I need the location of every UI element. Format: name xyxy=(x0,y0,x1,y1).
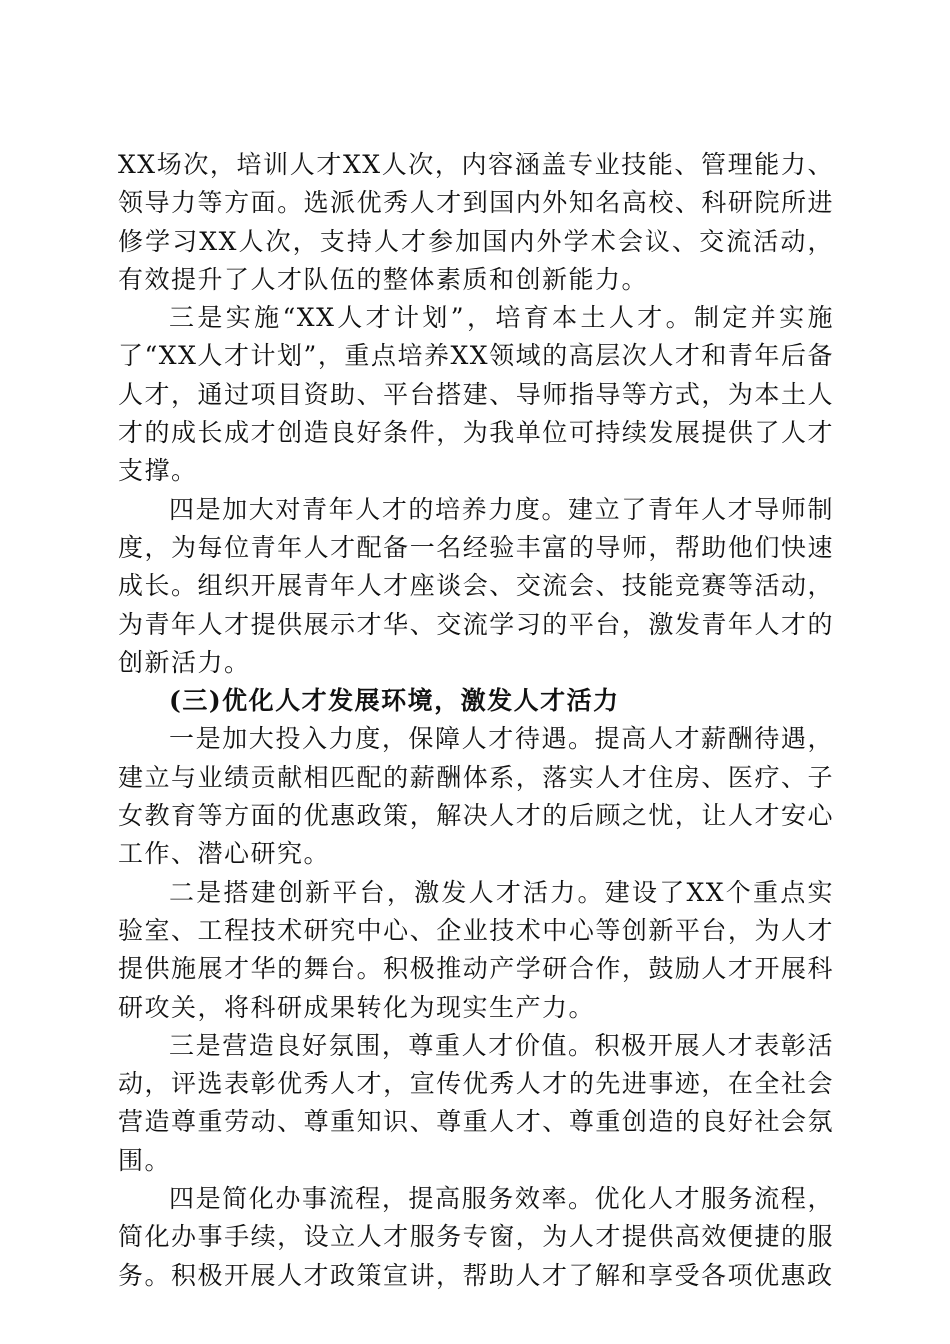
paragraph-simplify-process: 四是简化办事流程，提高服务效率。优化人才服务流程，简化办事手续，设立人才服务专窗，为人才提供高效便捷的服务。积极开展人才政策宣讲，帮助人才了解和享受各项优惠政 xyxy=(118,1184,834,1290)
section-heading-optimize-environment: (三)优化人才发展环境，激发人才活力 xyxy=(169,686,620,716)
paragraph-innovation-platform: 二是搭建创新平台，激发人才活力。建设了XX个重点实验室、工程技术研究中心、企业技术中心等创新平台，为人才提供施展才华的舞台。积极推动产学研合作，鼓励人才开展科研攻关，将科研成果转化为现实生产力。 xyxy=(118,877,834,1022)
paragraph-investment-treatment: 一是加大投入力度，保障人才待遇。提高人才薪酬待遇，建立与业绩贡献相匹配的薪酬体系，落实人才住房、医疗、子女教育等方面的优惠政策，解决人才的后顾之忧，让人才安心工作、潜心研究。 xyxy=(118,724,834,869)
paragraph-respect-talent: 三是营造良好氛围，尊重人才价值。积极开展人才表彰活动，评选表彰优秀人才，宣传优秀人才的先进事迹，在全社会营造尊重劳动、尊重知识、尊重人才、尊重创造的良好社会氛围。 xyxy=(118,1030,834,1175)
paragraph-talent-plan: 三是实施“XX人才计划”，培育本土人才。制定并实施了“XX人才计划”，重点培养XX领域的高层次人才和青年后备人才，通过项目资助、平台搭建、导师指导等方式，为本土人才的成长成才创造良好条件，为我单位可持续发展提供了人才支撑。 xyxy=(118,303,834,486)
paragraph-youth-talent: 四是加大对青年人才的培养力度。建立了青年人才导师制度，为每位青年人才配备一名经验丰富的导师，帮助他们快速成长。组织开展青年人才座谈会、交流会、技能竞赛等活动，为青年人才提供展示才华、交流学习的平台，激发青年人才的创新活力。 xyxy=(118,494,834,677)
paragraph-continued-training: XX场次，培训人才XX人次，内容涵盖专业技能、管理能力、领导力等方面。选派优秀人才到国内外知名高校、科研院所进修学习XX人次，支持人才参加国内外学术会议、交流活动，有效提升了人才队伍的整体素质和创新能力。 xyxy=(118,150,834,294)
document-page xyxy=(118,146,834,1295)
